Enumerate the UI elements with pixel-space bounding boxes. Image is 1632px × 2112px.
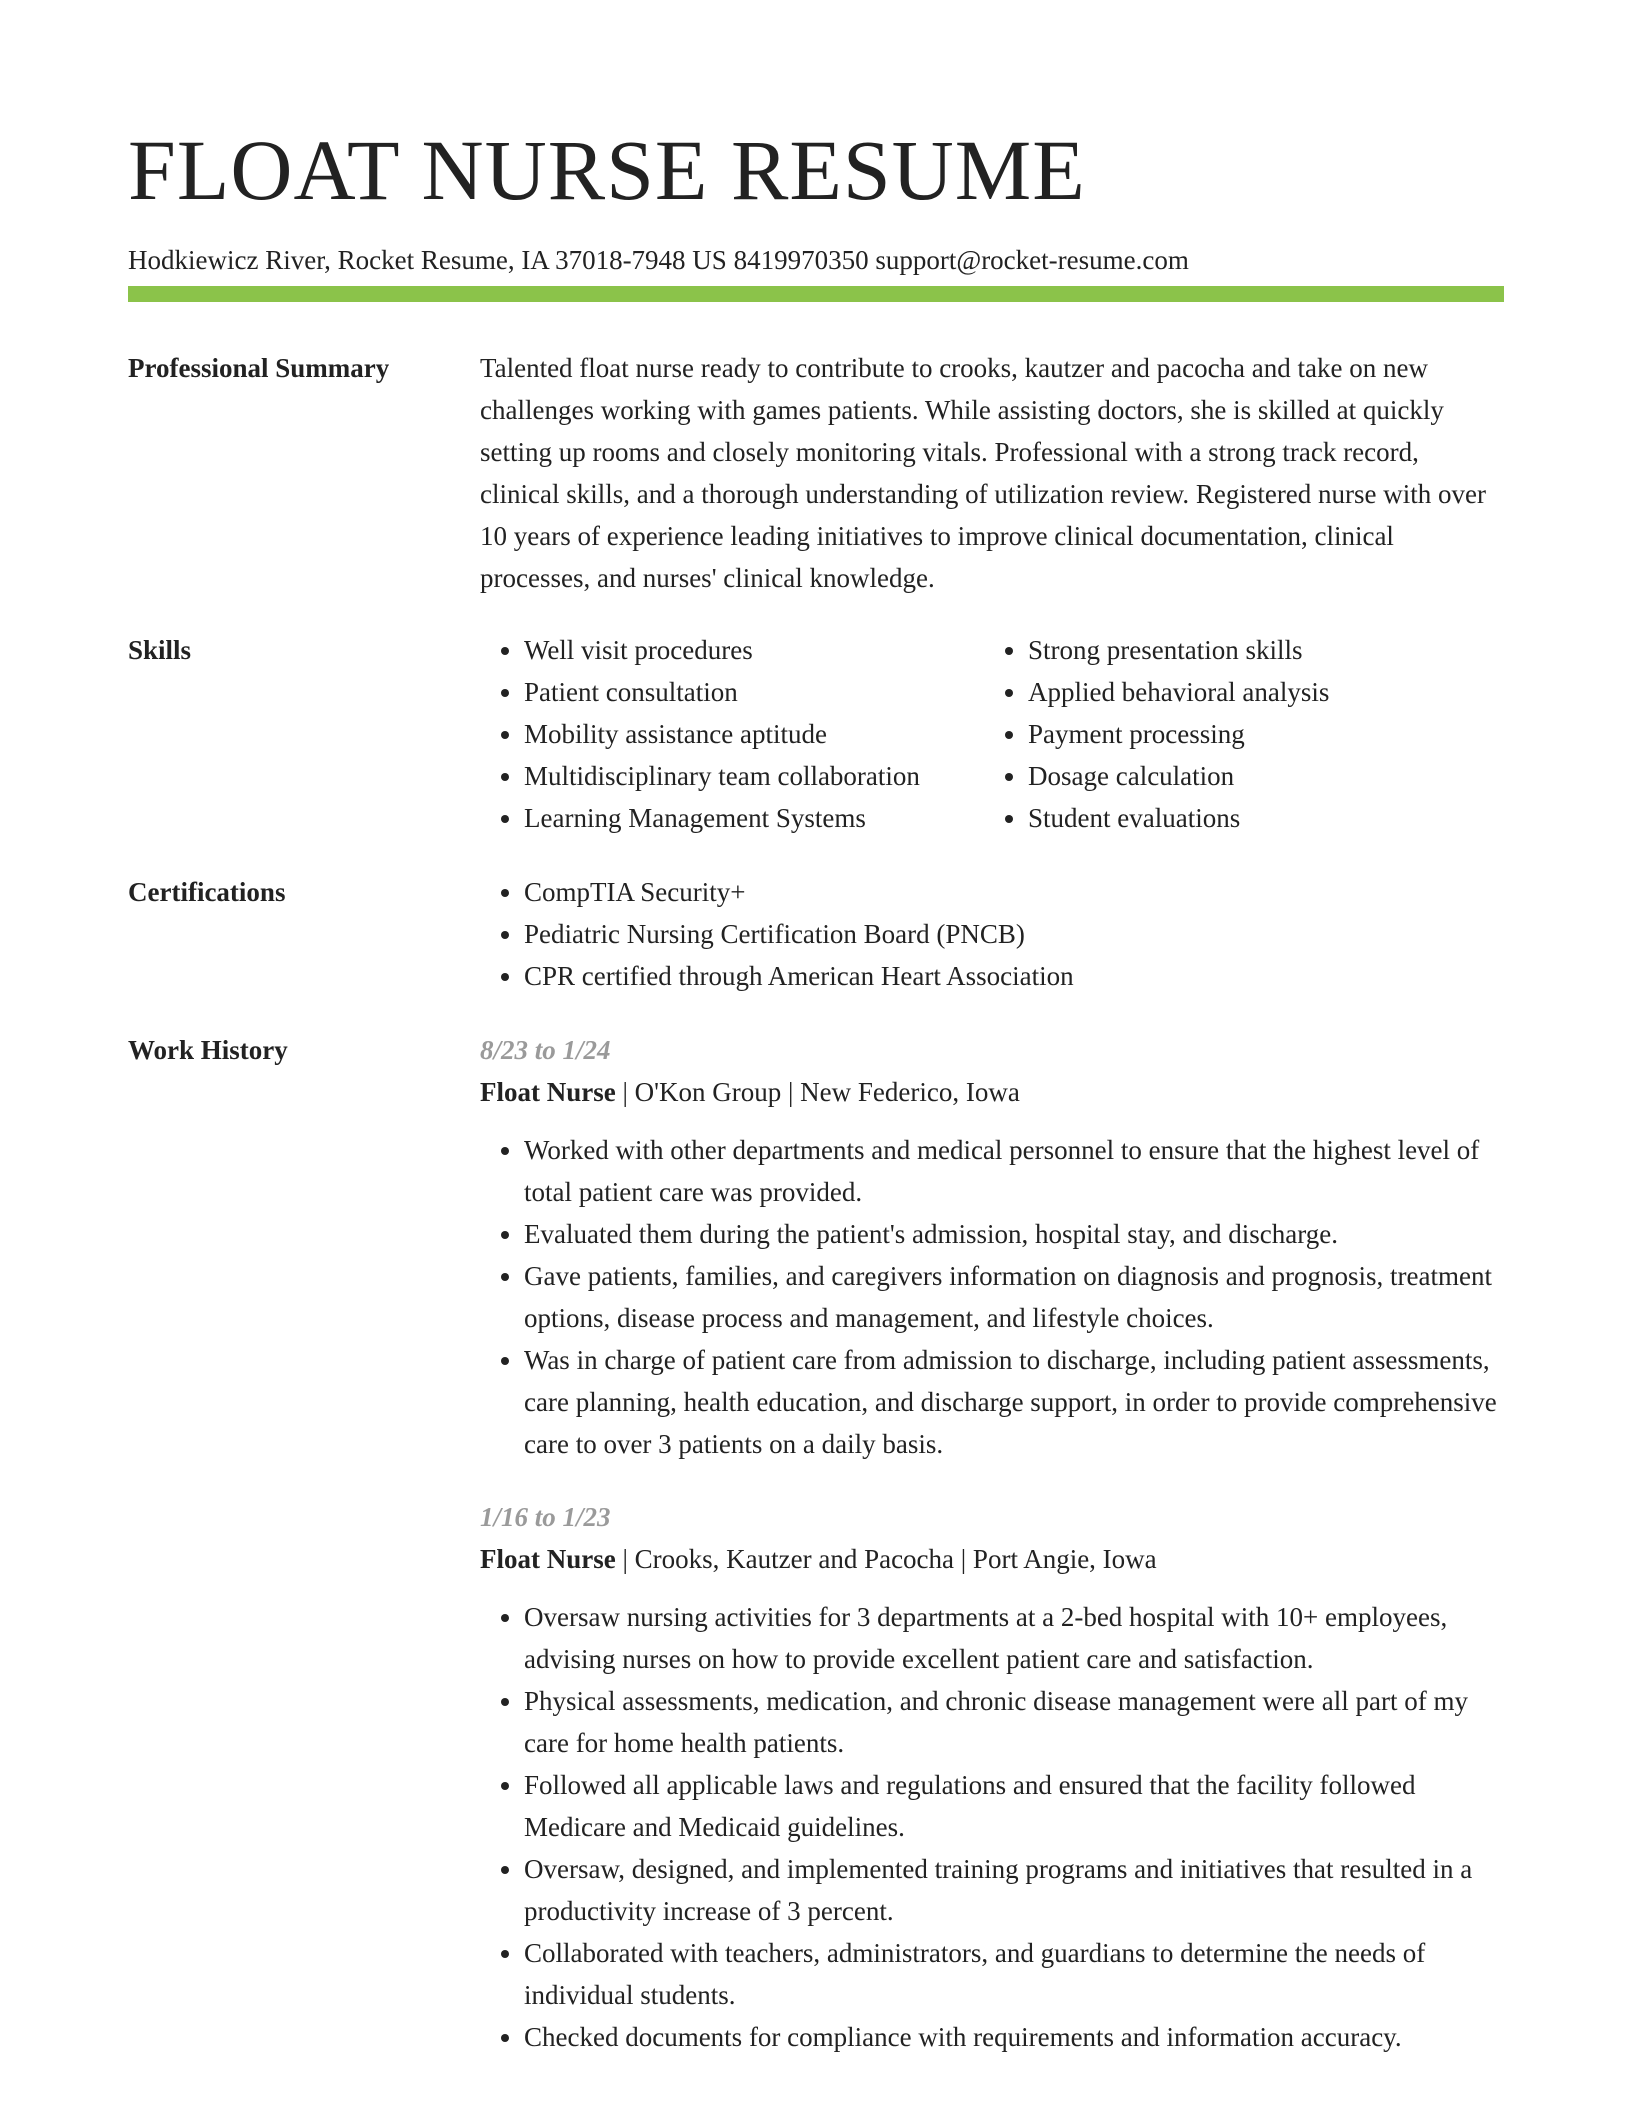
skill-item: • Well visit procedures bbox=[524, 629, 984, 671]
job-bullet: • Collaborated with teachers, administrators, and guardians to determine the needs of individual students. bbox=[524, 1932, 1504, 2016]
skills-list-left bbox=[480, 629, 984, 839]
skills-body bbox=[480, 629, 1504, 839]
job-title: Float Nurse bbox=[480, 1544, 616, 1574]
certifications-list bbox=[480, 871, 1504, 997]
skill-item: • Applied behavioral analysis bbox=[1028, 671, 1329, 713]
job-entry bbox=[480, 1029, 1504, 1465]
job-bullet: • Worked with other departments and medical personnel to ensure that the highest level of total patient care was provided. bbox=[524, 1129, 1504, 1213]
section-label-work-history: Work History bbox=[128, 1035, 288, 1065]
accent-divider bbox=[128, 286, 1504, 302]
certification-item: • CompTIA Security+ bbox=[524, 871, 1504, 913]
skills-list-right bbox=[984, 629, 1329, 839]
job-bullets bbox=[480, 1596, 1504, 2058]
work-history-body bbox=[480, 1029, 1504, 2058]
skill-item: • Patient consultation bbox=[524, 671, 984, 713]
skill-item: • Payment processing bbox=[1028, 713, 1329, 755]
skill-item: • Mobility assistance aptitude bbox=[524, 713, 984, 755]
resume-header bbox=[128, 120, 1504, 280]
job-bullet: • Physical assessments, medication, and chronic disease management were all part of my care for home health patients. bbox=[524, 1680, 1504, 1764]
job-bullet: • Was in charge of patient care from admission to discharge, including patient assessments, care planning, health education, and discharge support, in order to provide comprehensive care to over 3 patients on a daily basis. bbox=[524, 1339, 1504, 1465]
skill-item: • Student evaluations bbox=[1028, 797, 1329, 839]
job-bullet: • Evaluated them during the patient's admission, hospital stay, and discharge. bbox=[524, 1213, 1504, 1255]
job-details: | Crooks, Kautzer and Pacocha | Port Angie, Iowa bbox=[615, 1544, 1157, 1574]
certification-item: • CPR certified through American Heart Association bbox=[524, 955, 1504, 997]
job-heading bbox=[480, 1071, 1504, 1113]
job-bullet: • Oversaw nursing activities for 3 departments at a 2-bed hospital with 10+ employees, advising nurses on how to provide excellent patient care and satisfaction. bbox=[524, 1596, 1504, 1680]
resume-title: FLOAT NURSE RESUME bbox=[128, 122, 1086, 218]
certification-item: • Pediatric Nursing Certification Board (PNCB) bbox=[524, 913, 1504, 955]
job-dates: 1/16 to 1/23 bbox=[480, 1502, 611, 1532]
job-bullet: • Oversaw, designed, and implemented training programs and initiatives that resulted in a productivity increase of 3 percent. bbox=[524, 1848, 1504, 1932]
skill-item: • Strong presentation skills bbox=[1028, 629, 1329, 671]
job-bullet: • Gave patients, families, and caregivers information on diagnosis and prognosis, treatment options, disease process and management, and lifestyle choices. bbox=[524, 1255, 1504, 1339]
job-entry bbox=[480, 1496, 1504, 2058]
certifications-body bbox=[480, 871, 1504, 997]
job-details: | O'Kon Group | New Federico, Iowa bbox=[615, 1077, 1020, 1107]
contact-line: Hodkiewicz River, Rocket Resume, IA 37018-7948 US 8419970350 support@rocket-resume.com bbox=[128, 245, 1189, 275]
summary-text: Talented float nurse ready to contribute to crooks, kautzer and pacocha and take on new challenges working with games patients. While assisting doctors, she is skilled at quickly setting up rooms and closely monitoring vitals. Professional with a strong track record, clinical skills, and a thorough understanding of utilization review. Registered nurse with over 10 years of experience leading initiatives to improve clinical documentation, clinical processes, and nurses' clinical knowledge. bbox=[480, 353, 1487, 593]
skill-item: • Multidisciplinary team collaboration bbox=[524, 755, 984, 797]
job-dates: 8/23 to 1/24 bbox=[480, 1035, 611, 1065]
section-label-certifications: Certifications bbox=[128, 877, 286, 907]
section-label-summary: Professional Summary bbox=[128, 353, 390, 383]
summary-body bbox=[480, 347, 1504, 599]
job-title: Float Nurse bbox=[480, 1077, 616, 1107]
job-bullet: • Followed all applicable laws and regulations and ensured that the facility followed Medicare and Medicaid guidelines. bbox=[524, 1764, 1504, 1848]
job-heading bbox=[480, 1538, 1504, 1580]
skill-item: • Learning Management Systems bbox=[524, 797, 984, 839]
skill-item: • Dosage calculation bbox=[1028, 755, 1329, 797]
job-bullets bbox=[480, 1129, 1504, 1465]
job-bullet: • Checked documents for compliance with requirements and information accuracy. bbox=[524, 2016, 1504, 2058]
section-label-skills: Skills bbox=[128, 635, 192, 665]
